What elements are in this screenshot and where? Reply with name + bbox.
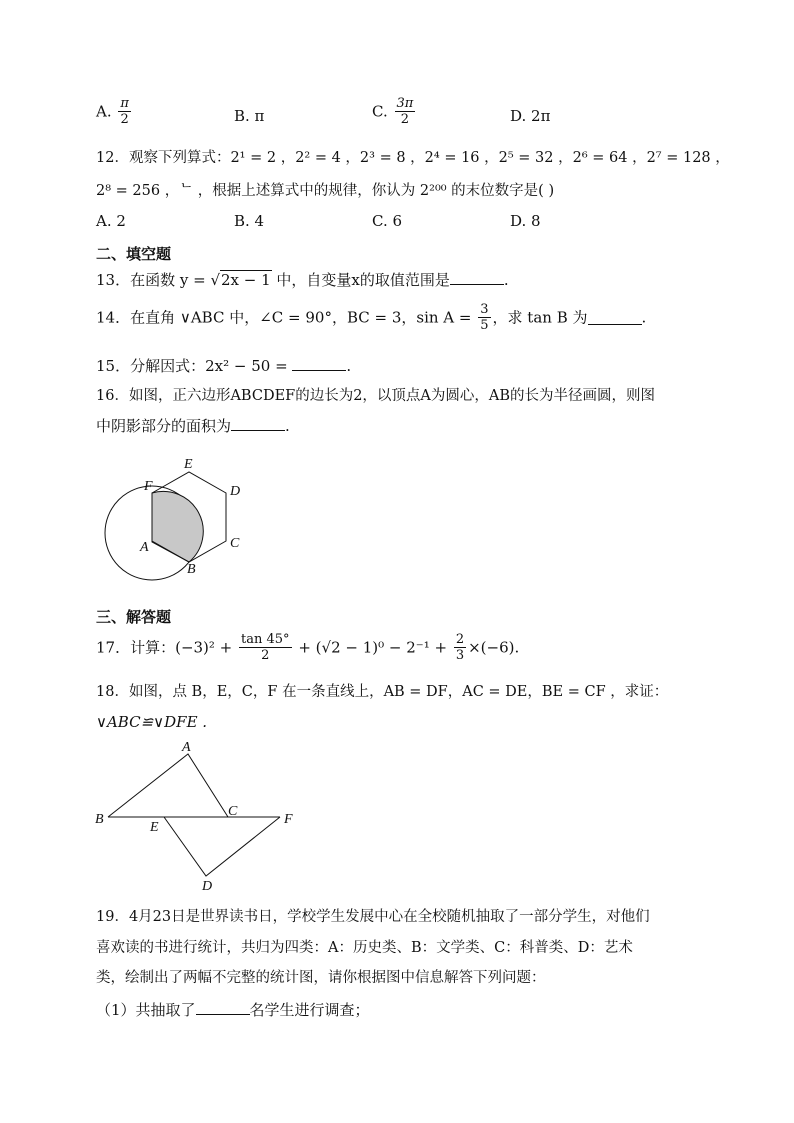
q13-post: 中，自变量x的取值范围是 [271, 271, 450, 289]
figure-two-triangles [92, 738, 302, 893]
q11-option-d: D. 2π [510, 107, 551, 125]
q12-option-a: A. 2 [96, 212, 126, 230]
q15 [96, 356, 351, 376]
q14-fraction [478, 302, 490, 333]
label-c: C [228, 804, 238, 819]
q12-option-b: B. 4 [234, 212, 265, 230]
q17-den1: 2 [239, 647, 292, 663]
q19-sub1-pre: （1）共抽取了 [96, 1001, 196, 1019]
q16-line2 [96, 416, 290, 436]
q11-option-c [372, 96, 417, 127]
q13-end: . [503, 271, 509, 289]
q19-line3: 类，绘制出了两幅不完整的统计图，请你根据图中信息解答下列问题： [96, 970, 546, 986]
q18-line2: ∨ABC≌∨DFE . [96, 713, 208, 731]
q12-line2: 2⁸ = 256 ，ᄂ ，根据上述算式中的规律，你认为 2²⁰⁰ 的末位数字是( ) [96, 183, 555, 199]
q16-end: . [285, 417, 290, 435]
q14-blank [588, 310, 642, 325]
q17-mid: + (√2 − 1)⁰ − 2⁻¹ + [293, 638, 452, 657]
q19-sub1 [96, 1000, 370, 1020]
q19-line2: 喜欢读的书进行统计，共归为四类：A：历史类、B：文学类、C：科普类、D：艺术 [96, 940, 633, 956]
q13-pre: 13．在函数 y = [96, 271, 211, 289]
q14-post: ，求 tan B 为 [492, 308, 588, 327]
q11-c-fraction [395, 96, 416, 127]
q16-blank [231, 416, 285, 431]
q17-pre: 17．计算：(−3)² + [96, 638, 238, 657]
q11-option-b: B. π [234, 107, 265, 125]
label-e: E [150, 820, 159, 835]
label-d: D [230, 484, 241, 499]
q17-fraction1 [239, 632, 292, 663]
figure-hexagon-circle [100, 450, 260, 590]
label-f: F [144, 479, 153, 494]
section-heading-fill-in: 二、填空题 [96, 245, 172, 263]
q13-radicand: 2x − 1 [221, 271, 271, 289]
q11-c-label: C. [372, 102, 388, 121]
triangle-abc [108, 754, 228, 817]
q17-fraction2 [454, 632, 466, 663]
label-c: C [230, 536, 240, 551]
q13-blank [450, 270, 504, 285]
q17-den2: 3 [455, 648, 465, 663]
q17-post: ×(−6). [468, 638, 520, 657]
q11-option-a [96, 96, 133, 127]
q16-line1: 16．如图，正六边形ABCDEF的边长为2，以顶点A为圆心，AB的长为半径画圆，则图 [96, 388, 656, 404]
sqrt-sign: √ [210, 271, 220, 289]
q15-blank [292, 356, 346, 371]
q12-option-c: C. 6 [372, 212, 403, 230]
q15-end: . [346, 357, 352, 375]
q17-num2: 2 [455, 632, 465, 647]
q15-pre: 15．分解因式：2x² − 50 = [96, 357, 293, 375]
q12-option-d: D. 8 [510, 212, 541, 230]
q19-blank [196, 1000, 250, 1015]
label-a: A [182, 740, 191, 755]
q13 [96, 270, 509, 290]
q17-num1: tan 45° [241, 632, 290, 647]
label-e: E [184, 457, 193, 472]
q11-c-num: 3π [396, 96, 414, 111]
q11-a-label: A. [96, 102, 112, 121]
q14-den: 5 [480, 318, 489, 333]
q14 [96, 302, 646, 333]
q11-a-num: π [120, 96, 129, 111]
section-heading-solutions: 三、解答题 [96, 608, 172, 626]
label-b: B [95, 812, 104, 827]
label-a: A [140, 540, 149, 555]
q14-pre: 14．在直角 ∨ABC 中，∠C = 90°，BC = 3，sin A = [96, 308, 477, 327]
triangle-dfe [164, 817, 280, 876]
label-f: F [284, 812, 293, 827]
label-b: B [187, 562, 196, 577]
shaded-sector [152, 491, 203, 562]
q14-num: 3 [480, 302, 489, 317]
label-d: D [202, 879, 213, 893]
q14-end: . [641, 308, 647, 327]
q12-line1: 12．观察下列算式：2¹ = 2 ，2² = 4 ，2³ = 8 ，2⁴ = 16 ，2⁵ = 32 ，2⁶ = 64 ，2⁷ = 128 ， [96, 150, 730, 166]
q11-c-den: 2 [395, 111, 416, 127]
q11-a-den: 2 [118, 111, 131, 127]
q19-line1: 19．4月23日是世界读书日，学校学生发展中心在全校随机抽取了一部分学生，对他们 [96, 909, 650, 925]
q16-line2-text: 中阴影部分的面积为 [96, 417, 232, 435]
q19-sub1-post: 名学生进行调查； [249, 1001, 370, 1019]
q11-a-fraction [118, 96, 131, 127]
q18-line1: 18．如图，点 B，E，C，F 在一条直线上，AB = DF，AC = DE，BE = CF ，求证： [96, 684, 669, 700]
q17 [96, 632, 519, 663]
